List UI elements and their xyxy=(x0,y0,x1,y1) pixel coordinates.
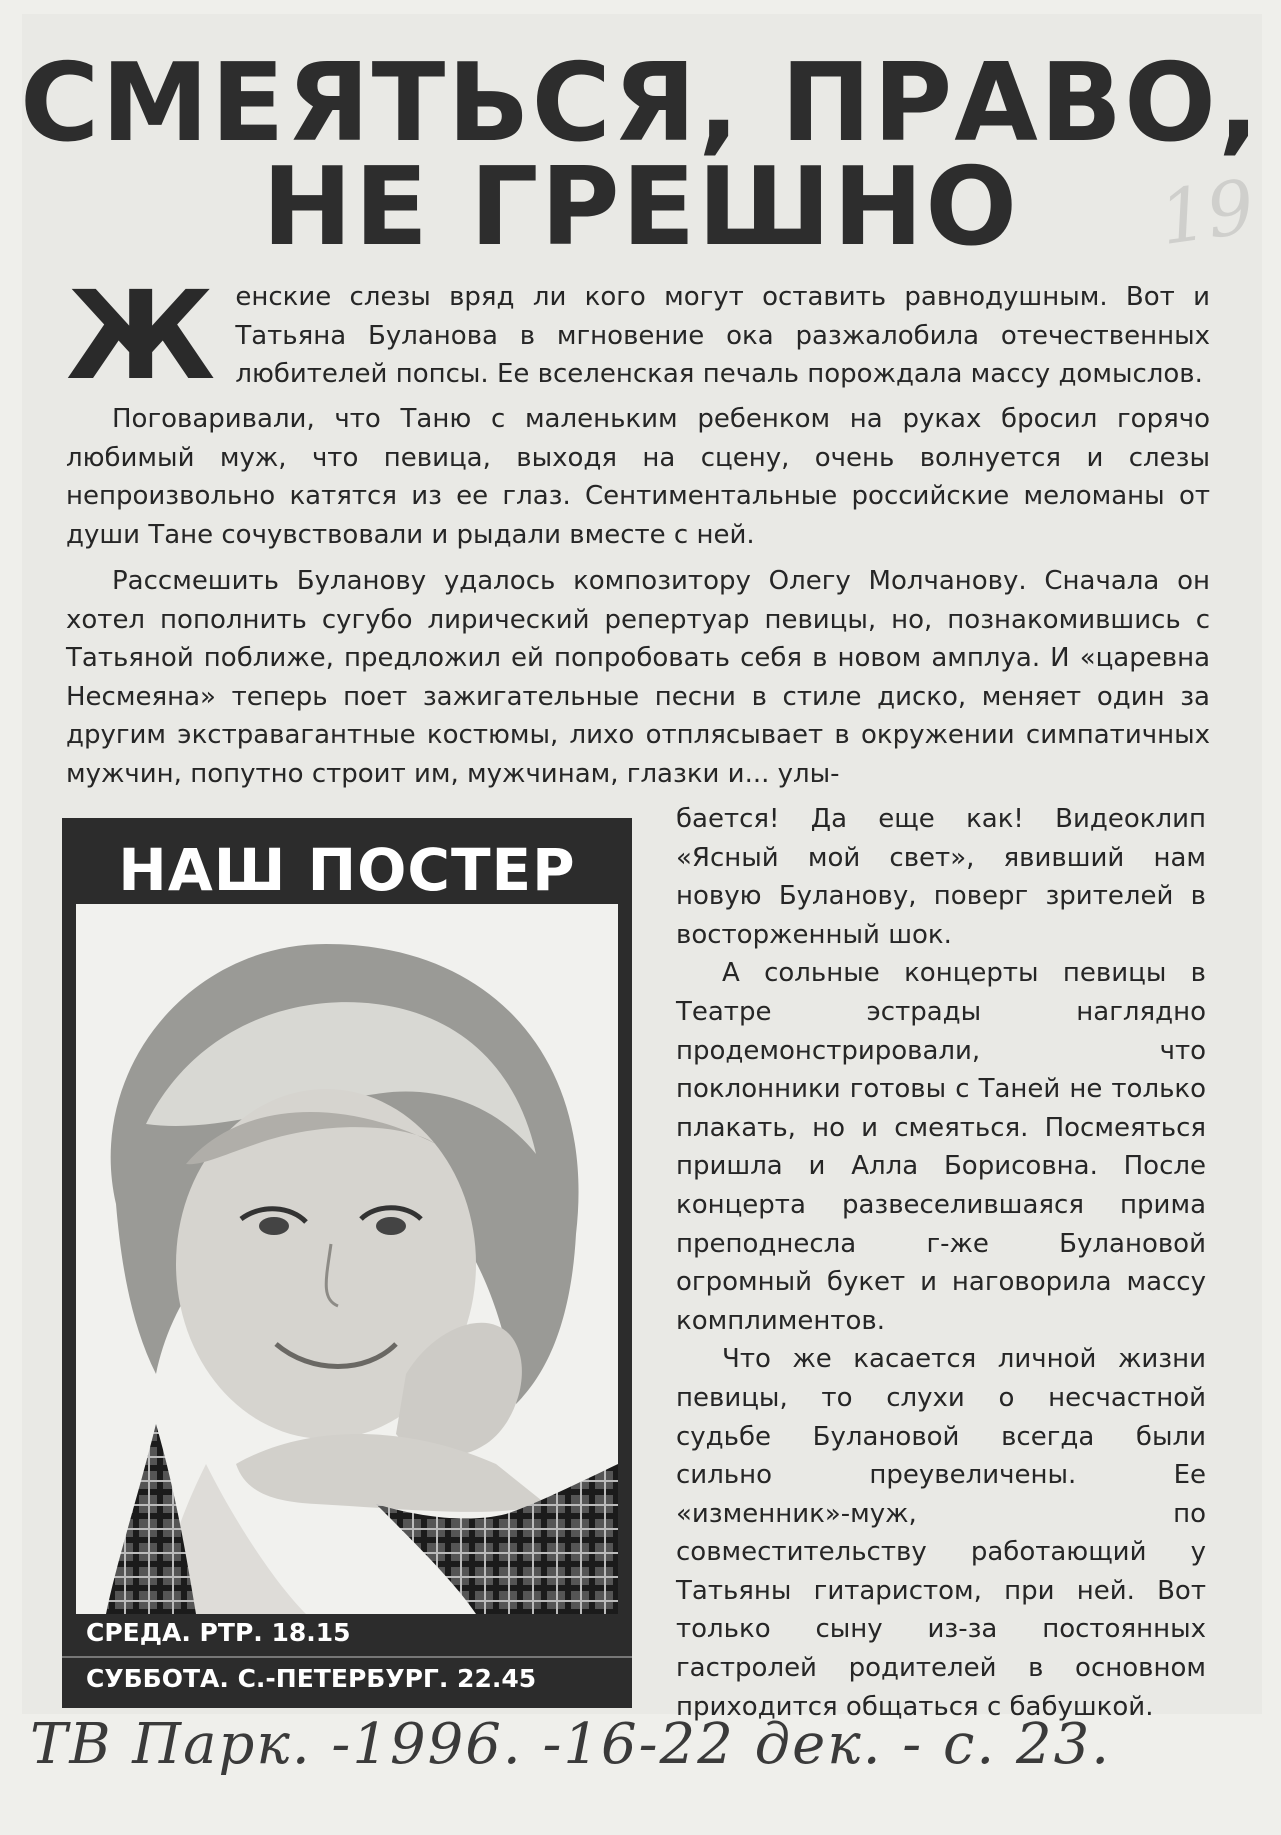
paragraph-molchanov: Рассмешить Буланову удалось композитору Олегу Молчанову. Сначала он хотел пополнить сугубо лирический репертуар певицы, но, познакомившись с Татьяной поближе, предложил ей попробовать себя в новом амплуа. И «царевна Несмеяна» теперь поет зажигательные песни в стиле диско, меняет один за другим экстравагантные костюмы, лихо отплясывает в окружении симпатичных мужчин, попутно строит им, мужчинам, глазки и... улы- xyxy=(66,566,1210,789)
schedule-saturday: СУББОТА. С.-ПЕТЕРБУРГ. 22.45 xyxy=(86,1664,537,1693)
schedule-wednesday: СРЕДА. РТР. 18.15 xyxy=(86,1618,351,1647)
lede-paragraph xyxy=(66,265,1210,407)
paragraph-concerts: А сольные концерты певицы в Театре эстрады наглядно продемонстрировали, что поклонники готовы с Таней не только плакать, но и смеяться. Посмеяться пришла и Алла Борисовна. После концерта развеселившаяся прима преподнесла г-же Булановой огромный букет и наговорила массу комплиментов. xyxy=(676,958,1206,1336)
paragraph-rumors: Поговаривали, что Таню с маленьким ребенком на руках бросил горячо любимый муж, что певица, выходя на сцену, очень волнуется и слезы непроизвольно катятся из ее глаз. Сентиментальные российские меломаны от души Тане сочувствовали и рыдали вместе с ней. xyxy=(66,404,1210,550)
schedule-divider xyxy=(62,1656,632,1658)
poster-box xyxy=(62,818,632,1708)
drop-cap: Ж xyxy=(66,265,216,407)
right-text-column xyxy=(676,800,1206,1726)
poster-title: НАШ ПОСТЕР xyxy=(118,836,576,904)
lede-text: енские слезы вряд ли кого могут оставить равнодушным. Вот и Татьяна Буланова в мгновение ока разжалобила отечественных любителей попсы. Ее вселенская печаль порождала массу домыслов. xyxy=(235,282,1210,390)
headline-line-2: НЕ ГРЕШНО xyxy=(261,145,1020,270)
article-headline xyxy=(0,41,1281,270)
pencil-page-mark: 19 xyxy=(1154,163,1260,263)
headline-line-1: СМЕЯТЬСЯ, ПРАВО, xyxy=(20,41,1261,166)
poster-photo xyxy=(76,904,618,1614)
portrait-illustration xyxy=(76,904,618,1614)
paragraph-videoclip: бается! Да еще как! Видеоклип «Ясный мой свет», явивший нам новую Буланову, поверг зрителей в восторженный шок. xyxy=(676,804,1206,950)
paragraph-personal-life: Что же касается личной жизни певицы, то слухи о несчастной судьбе Булановой всегда были сильно преувеличены. Ее «изменник»-муж, по совместительству работающий у Татьяны гитаристом, при ней. Вот только сыну из-за постоянных гастролей родителей в основном приходится общаться с бабушкой. xyxy=(676,1344,1206,1722)
handwritten-citation: ТВ Парк. -1996. -16-22 дек. - с. 23. xyxy=(30,1712,1112,1777)
